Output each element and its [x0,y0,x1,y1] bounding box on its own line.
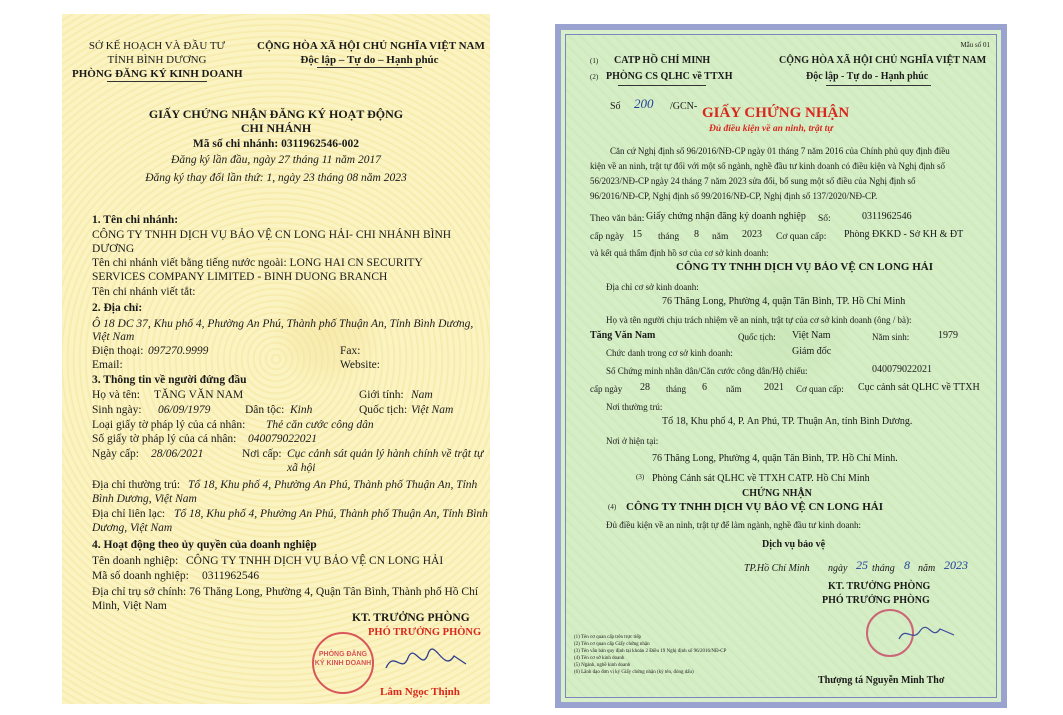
footnote-3: (3) Tên văn bản quy định tại khoản 2 Điều 19 Nghị định số 96/2016/NĐ-CP [574,649,727,654]
company-code: 0311962546 [202,570,260,582]
nationality-value: Việt Nam [411,404,454,416]
id-year-label: năm [726,384,742,394]
issued-year-label: năm [712,232,729,242]
footnote-6: (6) Lãnh đạo đơn vị ký Giấy chứng nhận (ký tên, đóng dấu) [574,670,694,675]
sex-value: Nam [411,389,433,401]
service-name: Dịch vụ bảo vệ [762,539,826,550]
id-year: 2021 [764,382,784,393]
website-label: Website: [340,359,380,371]
nation-underline [317,67,422,68]
footnote-2: (2) Tên cơ quan cấp Giấy chứng nhận [574,642,650,647]
legal-basis-line-3: 56/2023/NĐ-CP ngày 24 tháng 7 năm 2023 sửa đổi, bổ sung một số điều của Nghị định số [590,176,916,186]
issued-label: cấp ngày [590,232,625,242]
certificate-title: GIẤY CHỨNG NHẬN [702,105,850,121]
legal-basis-line-1: Căn cứ Nghị định số 96/2016/NĐ-CP ngày 01 tháng 7 năm 2016 của Chính phủ quy định điều [610,146,950,156]
address-line-1: Ô 18 DC 37, Khu phố 4, Phường An Phú, Thành phố Thuận An, Tỉnh Bình Dương, [92,318,474,330]
id-day: 28 [640,382,650,393]
nation-underline [826,85,931,86]
company-label: Tên doanh nghiệp: [92,555,179,567]
hq-address-line-1: Địa chỉ trụ sở chính: 76 Thăng Long, Phường 4, Quận Tân Bình, Thành phố Hồ Chí [92,586,479,598]
nation-line-1: CỘNG HÒA XÃ HỘI CHỦ NGHĨA VIỆT NAM [257,40,485,52]
agency-underline [107,81,207,82]
abbrev-name: Tên chi nhánh viết tắt: [92,286,196,298]
review-line: và kết quả thẩm định hồ sơ của cơ sở kinh doanh: [590,248,769,258]
agency-line-3: PHÒNG ĐĂNG KÝ KINH DOANH [72,68,243,80]
contact-address-line-2: Dương, Việt Nam [92,522,173,534]
id-number-label: Số giấy tờ pháp lý của cá nhân: [92,433,237,445]
branch-code: Mã số chi nhánh: 0311962546-002 [192,138,360,150]
footnote-mark-1: (1) [590,57,599,65]
issued-day: 15 [632,229,642,240]
email-label: Email: [92,359,123,371]
sex-label: Giới tính: [359,389,404,401]
doc-name: Giấy chứng nhận đăng ký doanh nghiệp [646,211,806,222]
date-day: 25 [856,558,868,572]
branch-name-line-2: DƯƠNG [92,243,135,255]
dob-label: Sinh ngày: [92,404,142,416]
issued-year: 2023 [742,229,762,240]
current-label: Nơi ở hiện tại: [606,436,659,446]
company-code-label: Mã số doanh nghiệp: [92,570,189,582]
section-4-heading: 4. Hoạt động theo ủy quyền của doanh nghiệp [92,539,317,551]
certificate-title-2: CHI NHÁNH [240,121,312,135]
number-suffix: /GCN- [670,101,698,112]
ethnic-label: Dân tộc: [245,404,285,416]
phone-label: Điện thoại: [92,345,144,357]
certify-heading: CHỨNG NHẬN [742,488,812,499]
company-name: CÔNG TY TNHH DỊCH VỤ BẢO VỆ CN LONG HẢI [676,261,934,273]
footnote-mark-2: (2) [590,73,599,81]
form-number: Mẫu số 01 [960,41,990,49]
id-type-value: Thẻ căn cước công dân [266,419,374,431]
permanent-address-line-2: Bình Dương, Việt Nam [92,493,197,505]
eligibility-line: Đủ điều kiện về an ninh, trật tự để làm ngành, nghề đầu tư kinh doanh: [606,520,861,530]
business-branch-certificate [62,14,490,704]
contact-address-label: Địa chỉ liên lạc: [92,508,166,520]
footnote-mark-3: (3) [636,473,645,481]
issued-month: 8 [694,229,699,240]
id-value: 040079022021 [872,364,932,375]
agency-line-2: PHÒNG CS QLHC về TTXH [606,71,733,82]
signer-kt-title: KT. TRƯỞNG PHÒNG [828,581,931,592]
id-issuer: Cục cảnh sát QLHC về TTXH [858,382,980,393]
agency-line-1: CATP HỒ CHÍ MINH [614,55,711,66]
permanent-address-label: Địa chỉ thường trú: [92,479,181,491]
agency-line-1: SỞ KẾ HOẠCH VÀ ĐẦU TƯ [88,40,226,52]
issue-place-line-2: xã hội [287,462,316,474]
date-year: 2023 [944,558,968,572]
business-address-label: Địa chỉ cơ sở kinh doanh: [606,282,699,292]
permanent-address: Tổ 18, Khu phố 4, P. An Phú, TP. Thuận An, tỉnh Bình Dương. [662,416,913,427]
date-month-label: tháng [872,563,895,574]
certificate-frame [565,34,997,698]
registration-change: Đăng ký thay đổi lần thứ: 1, ngày 23 tháng 08 năm 2023 [145,172,407,184]
certificate-subtitle: Đủ điều kiện về an ninh, trật tự [709,124,833,134]
nationality-label: Quốc tịch: [359,404,408,416]
section-1-heading: 1. Tên chi nhánh: [92,214,179,226]
issuer-label: Cơ quan cấp: [776,232,827,242]
signer-deputy-title: PHÓ TRƯỞNG PHÒNG [368,627,482,638]
footnote-1: (1) Tên cơ quan cấp trên trực tiếp [574,635,642,640]
position-value: Giám đốc [792,346,832,357]
nationality-value: Việt Nam [792,330,831,341]
section-3-heading: 3. Thông tin về người đứng đầu [92,374,247,386]
agency-line-2: TỈNH BÌNH DƯƠNG [107,54,207,66]
permanent-address-line-1: Tổ 18, Khu phố 4, Phường An Phú, Thành phố Thuận An, Tỉnh [188,479,478,491]
agency-seal: PHÒNG ĐĂNG KÝ KINH DOANH [312,632,374,694]
responsible-person-label: Họ và tên người chịu trách nhiệm về an ninh, trật tự của cơ sở kinh doanh (ông / bà): [606,315,912,325]
birth-year: 1979 [938,330,958,341]
nation-line-1: CỘNG HÒA XÃ HỘI CHỦ NGHĨA VIỆT NAM [779,55,987,66]
responsible-person: Tăng Văn Nam [590,330,656,341]
registration-first: Đăng ký lần đầu, ngày 27 tháng 11 năm 2017 [171,154,381,166]
id-month-label: tháng [666,384,686,394]
head-name: TĂNG VĂN NAM [154,389,244,401]
company-name-2: CÔNG TY TNHH DỊCH VỤ BẢO VỆ CN LONG HẢI [626,501,884,513]
id-number-value: 040079022021 [248,433,317,445]
current-address: 76 Thăng Long, Phường 4, quận Tân Bình, TP. Hồ Chí Minh. [652,453,898,464]
id-date-label: cấp ngày [590,384,623,394]
number-value: 200 [634,96,654,111]
doc-no-label: Số: [818,214,831,224]
footnote-5: (5) Ngành, nghề kinh doanh [574,663,631,668]
signature [382,644,472,680]
doc-name-label: Theo văn bản: [590,214,645,224]
position-label: Chức danh trong cơ sở kinh doanh: [606,348,733,358]
dob-value: 06/09/1979 [158,404,211,416]
legal-basis-line-2: kiện về an ninh, trật tự đối với một số ngành, nghề đầu tư kinh doanh có điều kiện và Nghị định số [590,161,945,171]
birth-year-label: Năm sinh: [872,332,910,342]
footnote-mark-4: (4) [608,503,617,511]
issuing-unit: Phòng Cảnh sát QLHC về TTXH CATP. Hồ Chí Minh [652,473,870,484]
nation-line-2: Độc lập - Tự do - Hạnh phúc [806,71,929,82]
issue-date-value: 28/06/2021 [151,448,204,460]
footnote-4: (4) Tên cơ sở kinh doanh [574,656,625,661]
signer-kt-title: KT. TRƯỞNG PHÒNG [352,612,470,624]
id-month: 6 [702,382,707,393]
nationality-label: Quốc tịch: [738,332,776,342]
legal-basis-line-4: 96/2016/NĐ-CP, Nghị định số 99/2016/NĐ-CP, Nghị định số 137/2020/NĐ-CP. [590,191,878,201]
date-month: 8 [904,558,910,572]
number-label: Số [610,101,621,112]
doc-no: 0311962546 [862,211,912,222]
company-name: CÔNG TY TNHH DỊCH VỤ BẢO VỆ CN LONG HẢI [186,555,444,567]
hq-address-line-2: Minh, Việt Nam [92,600,167,612]
ethnic-value: Kinh [290,404,313,416]
national-emblem-watermark [267,279,387,389]
issuer: Phòng ĐKKD - Sở KH & ĐT [844,229,964,240]
agency-underline [618,85,706,86]
branch-name-line-1: CÔNG TY TNHH DỊCH VỤ BẢO VỆ CN LONG HẢI- CHI NHÁNH BÌNH [92,229,452,241]
id-label: Số Chứng minh nhân dân/Căn cước công dân/Hộ chiếu: [606,366,808,376]
signer-deputy-title: PHÓ TRƯỞNG PHÒNG [822,595,930,606]
date-year-label: năm [918,563,936,574]
fax-label: Fax: [340,345,361,357]
signature [896,621,960,647]
head-name-label: Họ và tên: [92,389,140,401]
security-eligibility-certificate [555,24,1007,708]
nation-line-2: Độc lập – Tự do – Hạnh phúc [300,54,439,66]
issue-place-label: Nơi cấp: [242,448,282,460]
date-day-label: ngày [828,563,848,574]
issue-place-line-1: Cục cảnh sát quản lý hành chính về trật tự [287,448,484,460]
id-issuer-label: Cơ quan cấp: [796,384,844,394]
permanent-label: Nơi thường trú: [606,402,663,412]
signer-name: Lâm Ngọc Thịnh [380,686,460,698]
id-type-label: Loại giấy tờ pháp lý của cá nhân: [92,419,246,431]
place: TP.Hồ Chí Minh [744,563,810,574]
business-address: 76 Thăng Long, Phường 4, quận Tân Bình, TP. Hồ Chí Minh [662,296,906,307]
foreign-name-line-1: Tên chi nhánh viết bằng tiếng nước ngoài: LONG HAI CN SECURITY [92,257,423,269]
issued-month-label: tháng [658,232,680,242]
issue-date-label: Ngày cấp: [92,448,139,460]
contact-address-line-1: Tổ 18, Khu phố 4, Phường An Phú, Thành phố Thuận An, Tỉnh Bình [174,508,488,520]
certificate-title-1: GIẤY CHỨNG NHẬN ĐĂNG KÝ HOẠT ĐỘNG [148,107,404,121]
address-line-2: Việt Nam [92,331,135,343]
section-2-heading: 2. Địa chỉ: [92,302,143,314]
signer-name: Thượng tá Nguyễn Minh Thơ [818,675,945,686]
foreign-name-line-2: SERVICES COMPANY LIMITED - BINH DUONG BRANCH [92,271,388,283]
phone-value: 097270.9999 [148,345,209,357]
